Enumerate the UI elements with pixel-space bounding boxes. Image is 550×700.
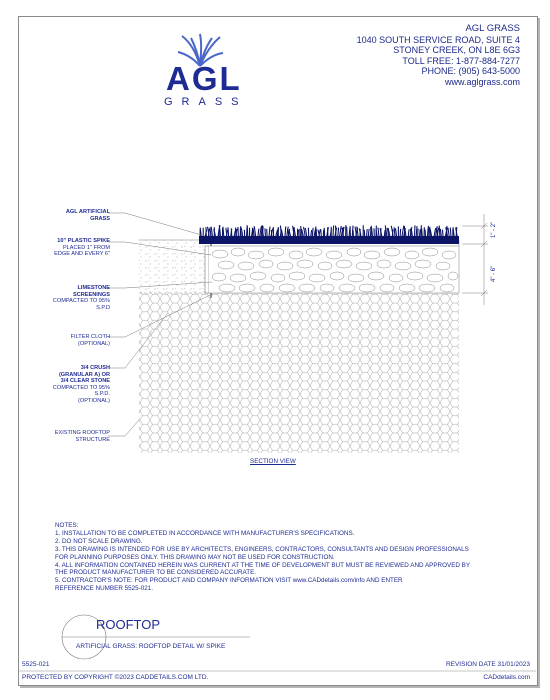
copyright-notice: PROTECTED BY COPYRIGHT ©2023 CADDETAILS.COM LTD. bbox=[22, 674, 209, 681]
company-address-2: STONEY CREEK, ON L8E 6G3 bbox=[393, 45, 520, 56]
note-line: THE PRODUCT MANUFACTURER TO BE CONSIDERED ACCURATE. bbox=[55, 569, 257, 577]
label-artificial-grass: AGL ARTIFICIAL GRASS bbox=[65, 209, 110, 222]
detail-subtitle: ARTIFICIAL GRASS: ROOFTOP DETAIL W/ SPIKE bbox=[76, 643, 226, 650]
section-view-caption: SECTION VIEW bbox=[250, 458, 296, 465]
company-tollfree: TOLL FREE: 1-877-884-7277 bbox=[402, 55, 520, 66]
label-limestone: LIMESTONE SCREENINGS COMPACTED TO 95% S.P.D bbox=[52, 285, 110, 311]
logo-subtext: GRASS bbox=[164, 96, 248, 108]
caddetails-link[interactable]: CADdetails.com bbox=[483, 674, 530, 681]
label-filter-cloth: FILTER CLOTH (OPTIONAL) bbox=[70, 334, 110, 347]
label-plastic-spike: 10" PLASTIC SPIKE PLACED 1" FROM EDGE AND EVERY 6" bbox=[54, 238, 110, 257]
logo-text: AGL bbox=[166, 60, 242, 97]
note-line: FOR PLANNING PURPOSES ONLY. THIS DRAWING MAY NOT BE USED FOR CONSTRUCTION. bbox=[55, 553, 335, 561]
dimension-bottom: 4" - 6" bbox=[491, 265, 497, 282]
company-name: AGL GRASS bbox=[465, 23, 520, 34]
reference-number: 5525-021 bbox=[22, 661, 50, 668]
dimension-top: 1" - 2" bbox=[491, 221, 497, 238]
detail-title: ROOFTOP bbox=[96, 617, 161, 632]
label-rooftop-structure: EXISTING ROOFTOP STRUCTURE bbox=[54, 430, 110, 443]
note-line: 4. ALL INFORMATION CONTAINED HEREIN WAS CURRENT AT THE TIME OF DEVELOPMENT BUT MUST BE REVIEWED AND APPROVED BY bbox=[55, 561, 471, 569]
notes-title: NOTES: bbox=[55, 522, 79, 529]
company-website[interactable]: www.aglgrass.com bbox=[444, 76, 520, 87]
revision-date: REVISION DATE 31/01/2023 bbox=[445, 661, 530, 668]
company-phone: PHONE: (905) 643-5000 bbox=[421, 66, 520, 77]
note-line: 5. CONTRACTOR'S NOTE: FOR PRODUCT AND COMPANY INFORMATION VISIT www.CADdetails.com/info AND ENTER bbox=[55, 577, 403, 585]
company-address-1: 1040 SOUTH SERVICE ROAD, SUITE 4 bbox=[356, 34, 520, 45]
note-line: REFERENCE NUMBER 5525-021. bbox=[55, 585, 153, 593]
label-crush: 3/4 CRUSH (GRANULAR A) OR 3/4 CLEAR STONE COMPACTED TO 95% S.P.D. (OPTIONAL) bbox=[52, 365, 110, 404]
note-line: 3. THIS DRAWING IS INTENDED FOR USE BY ARCHITECTS, ENGINEERS, CONTRACTORS, CONSULTANTS AND DESIGN PROFESSIONALS bbox=[55, 545, 469, 553]
note-line: 1. INSTALLATION TO BE COMPLETED IN ACCORDANCE WITH MANUFACTURER'S SPECIFICATIONS. bbox=[55, 529, 355, 537]
note-line: 2. DO NOT SCALE DRAWING. bbox=[55, 537, 143, 545]
